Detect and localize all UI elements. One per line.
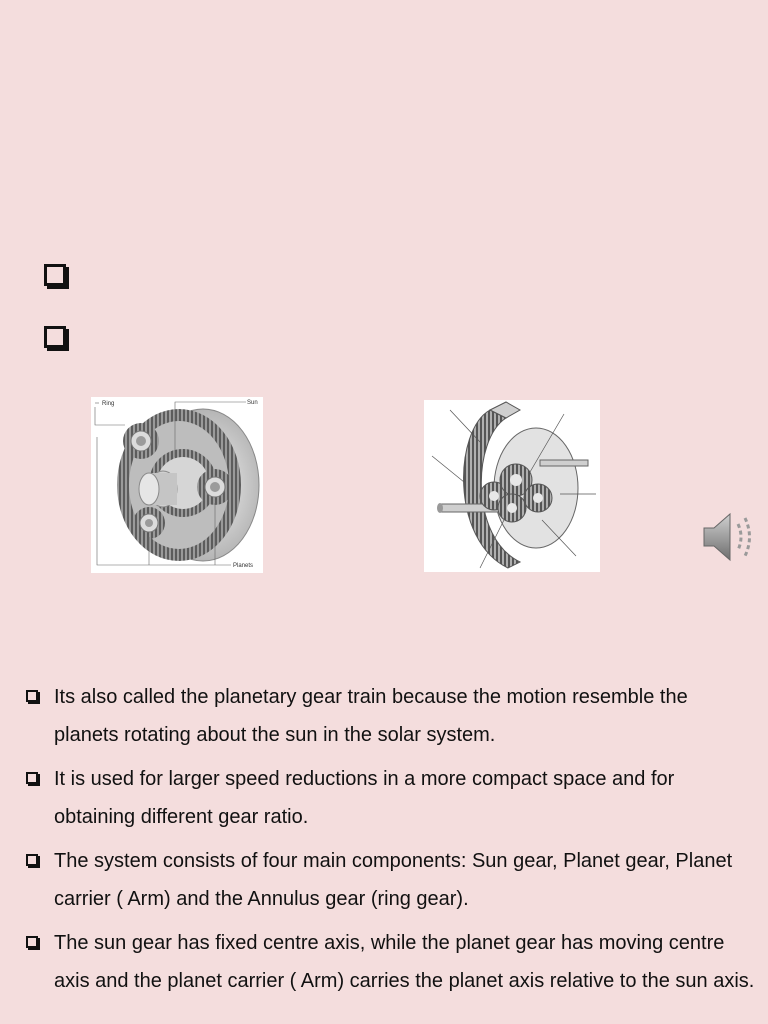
bullet-text: It is used for larger speed reductions in a more compact space and for obtaining different gear ratio. [54,768,675,828]
speaker-icon[interactable] [700,510,758,564]
checkbox-bullet-icon [26,936,38,948]
bullet-list [26,678,756,1006]
checkbox-square-icon-1 [44,264,66,286]
bullet-item-2 [26,760,756,836]
bullet-item-4 [26,924,756,1000]
checkbox-bullet-icon [26,854,38,866]
planetary-gear-figure [91,397,263,573]
checkbox-bullet-icon [26,772,38,784]
bullet-item-1 [26,678,756,754]
label-ring: Ring [102,401,115,407]
bullet-text: The sun gear has fixed centre axis, while the planet gear has moving centre axis and the planet carrier ( Arm) carries the planet axis relative to the sun axis. [54,932,755,992]
epicyclic-gear-cutaway-figure [424,400,600,572]
label-sun: Sun [247,400,258,406]
checkbox-bullet-icon [26,690,38,702]
label-planets: Planets [233,563,254,569]
checkbox-square-icon-2 [44,326,66,348]
bullet-text: Its also called the planetary gear train because the motion resemble the planets rotating about the sun in the solar system. [54,686,688,746]
bullet-item-3 [26,842,756,918]
bullet-text: The system consists of four main components: Sun gear, Planet gear, Planet carrier ( Arm) and the Annulus gear (ring gear). [54,850,733,910]
